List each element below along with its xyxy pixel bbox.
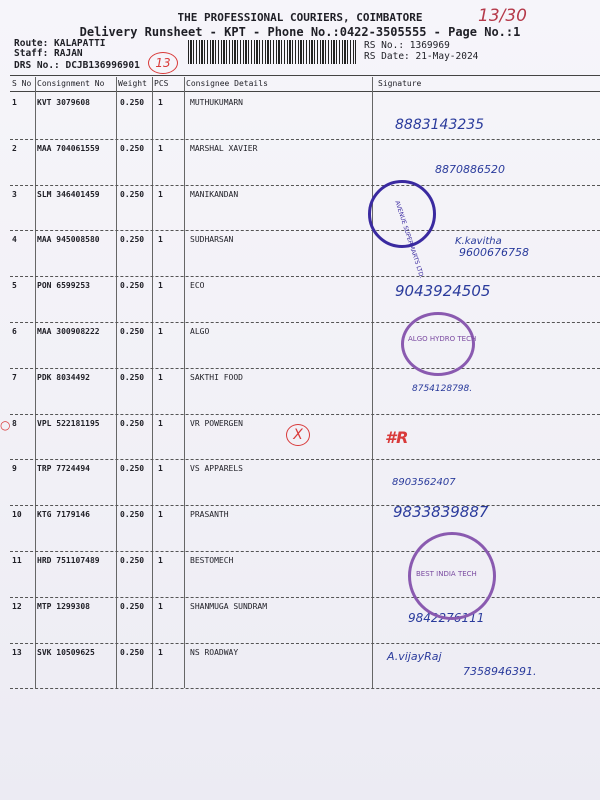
consignee-cell: PRASANTH — [190, 510, 229, 520]
company-title: THE PROFESSIONAL COURIERS, COIMBATORE — [177, 11, 423, 24]
sno-cell: 11 — [12, 556, 22, 565]
runsheet-subtitle: Delivery Runsheet - KPT - Phone No.:0422-3505555 - Page No.:1 — [79, 25, 521, 39]
consignment-cell: HRD 751107489 — [37, 556, 100, 565]
consignee-cell: MANIKANDAN — [190, 189, 239, 199]
col-consignment: Consignment No — [37, 79, 105, 88]
circled-count: 13 — [148, 52, 178, 74]
sno-cell: 12 — [12, 601, 22, 611]
weight-cell: 0.250 — [120, 235, 145, 245]
signature-phone: 9043924505 — [395, 282, 491, 301]
sno-cell: 13 — [12, 647, 22, 657]
table-row — [10, 187, 600, 233]
consignee-cell: VS APPARELS — [190, 464, 243, 474]
route-label: Route: KALAPATTI — [14, 38, 106, 49]
row8-circle-mark: ○ — [0, 418, 11, 432]
row3-stamp-text: AVENUE SUPERMARTS LTD. — [393, 200, 426, 280]
sno-cell: 4 — [12, 235, 17, 245]
table-row — [10, 324, 600, 370]
row-separator — [10, 322, 600, 323]
row-separator — [10, 505, 600, 506]
barcode — [188, 40, 356, 64]
consignee-cell: VR POWERGEN — [190, 418, 243, 428]
row-separator — [10, 459, 600, 460]
signature-phone: 8870886520 — [435, 162, 505, 176]
weight-cell: 0.250 — [120, 327, 145, 336]
col-pcs: PCS — [154, 79, 169, 88]
weight-cell: 0.250 — [120, 143, 145, 153]
table-row — [10, 95, 600, 141]
table-row — [10, 370, 600, 416]
row6-company-stamp — [401, 312, 475, 376]
pcs-cell: 1 — [158, 189, 163, 199]
consignee-cell: MARSHAL XAVIER — [190, 143, 258, 153]
row8-circled-x: X — [286, 424, 310, 446]
consignee-cell: MUTHUKUMARN — [190, 98, 243, 107]
table-header — [10, 77, 600, 91]
consignment-cell: VPL 522181195 — [37, 418, 100, 428]
consignment-cell: TRP 7724494 — [37, 464, 90, 474]
signature-phone: 9600676758 — [459, 246, 529, 260]
weight-cell: 0.250 — [120, 601, 145, 611]
pcs-cell: 1 — [158, 281, 163, 291]
row-separator — [10, 597, 600, 598]
pcs-cell: 1 — [158, 235, 163, 245]
sno-cell: 9 — [12, 464, 17, 474]
consignment-cell: PDK 8034492 — [37, 372, 90, 382]
row8-handwritten-mark: #R — [385, 428, 409, 447]
weight-cell: 0.250 — [120, 510, 145, 520]
row-separator — [10, 643, 600, 644]
row-separator — [10, 185, 600, 186]
rs-number: RS No.: 1369969 — [364, 40, 450, 51]
weight-cell: 0.250 — [120, 98, 145, 107]
pcs-cell: 1 — [158, 418, 163, 428]
consignment-cell: KVT 3079608 — [37, 98, 90, 107]
signature-phone: 9833839887 — [393, 503, 489, 522]
col-weight: Weight — [118, 79, 147, 88]
pcs-cell: 1 — [158, 327, 163, 336]
weight-cell: 0.250 — [120, 418, 145, 428]
table-row — [10, 461, 600, 507]
drs-number: DRS No.: DCJB136996901 — [14, 60, 140, 71]
row6-stamp-text: ALGO HYDRO TECH — [408, 335, 477, 343]
consignee-cell: SAKTHI FOOD — [190, 372, 243, 382]
row-separator — [10, 139, 600, 140]
weight-cell: 0.250 — [120, 372, 145, 382]
consignment-cell: MAA 704061559 — [37, 143, 100, 153]
consignment-cell: MAA 945008580 — [37, 235, 100, 245]
consignee-cell: ECO — [190, 281, 205, 291]
col-consignee: Consignee Details — [186, 79, 268, 88]
row13-handwritten-name: A.vijayRaj — [387, 650, 442, 663]
table-top-border — [10, 75, 600, 76]
signature-phone: 8754128798. — [412, 383, 473, 394]
weight-cell: 0.250 — [120, 556, 145, 565]
row-separator — [10, 414, 600, 415]
col-sno: S No — [12, 79, 32, 88]
weight-cell: 0.250 — [120, 647, 145, 657]
row-separator — [10, 230, 600, 231]
pcs-cell: 1 — [158, 647, 163, 657]
consignment-cell: SLM 346401459 — [37, 189, 100, 199]
staff-label: Staff: RAJAN — [14, 48, 83, 59]
table-header-border — [10, 91, 600, 92]
table-row — [10, 599, 600, 645]
pcs-cell: 1 — [158, 464, 163, 474]
weight-cell: 0.250 — [120, 281, 145, 291]
signature-phone: 8903562407 — [392, 477, 456, 489]
sno-cell: 1 — [12, 98, 17, 107]
pcs-cell: 1 — [158, 372, 163, 382]
signature-phone: 8883143235 — [395, 117, 485, 133]
consignment-cell: SVK 10509625 — [37, 647, 95, 657]
table-row — [10, 553, 600, 599]
consignee-cell: SHANMUGA SUNDRAM — [190, 601, 268, 611]
row-separator — [10, 551, 600, 552]
sno-cell: 3 — [12, 189, 17, 199]
weight-cell: 0.250 — [120, 464, 145, 474]
handwritten-page-count: 13/30 — [478, 6, 527, 26]
col-signature: Signature — [378, 79, 422, 88]
rs-date: RS Date: 21-May-2024 — [364, 51, 479, 62]
sno-cell: 10 — [12, 510, 22, 520]
table-row — [10, 141, 600, 187]
consignee-cell: BESTOMECH — [190, 556, 234, 565]
consignment-cell: KTG 7179146 — [37, 510, 90, 520]
consignment-cell: PON 6599253 — [37, 281, 90, 291]
row-separator — [10, 276, 600, 277]
row4-handwritten-name: K.kavitha — [455, 236, 502, 247]
consignee-cell: NS ROADWAY — [190, 647, 239, 657]
pcs-cell: 1 — [158, 510, 163, 520]
sno-cell: 6 — [12, 327, 17, 336]
sno-cell: 7 — [12, 372, 17, 382]
sno-cell: 2 — [12, 143, 17, 153]
table-row — [10, 507, 600, 553]
row-separator — [10, 688, 600, 689]
row11-stamp-text: BEST INDIA TECH — [416, 570, 477, 578]
pcs-cell: 1 — [158, 143, 163, 153]
consignment-cell: MAA 300908222 — [37, 327, 100, 336]
table-row — [10, 278, 600, 324]
row-separator — [10, 368, 600, 369]
consignee-cell: SUDHARSAN — [190, 235, 234, 245]
sno-cell: 5 — [12, 281, 17, 291]
signature-phone: 9842276111 — [408, 610, 485, 625]
pcs-cell: 1 — [158, 556, 163, 565]
sno-cell: 8 — [12, 418, 17, 428]
weight-cell: 0.250 — [120, 189, 145, 199]
signature-phone: 7358946391. — [463, 664, 537, 678]
pcs-cell: 1 — [158, 601, 163, 611]
consignee-cell: ALGO — [190, 327, 210, 336]
consignment-cell: MTP 1299308 — [37, 601, 90, 611]
pcs-cell: 1 — [158, 98, 163, 107]
